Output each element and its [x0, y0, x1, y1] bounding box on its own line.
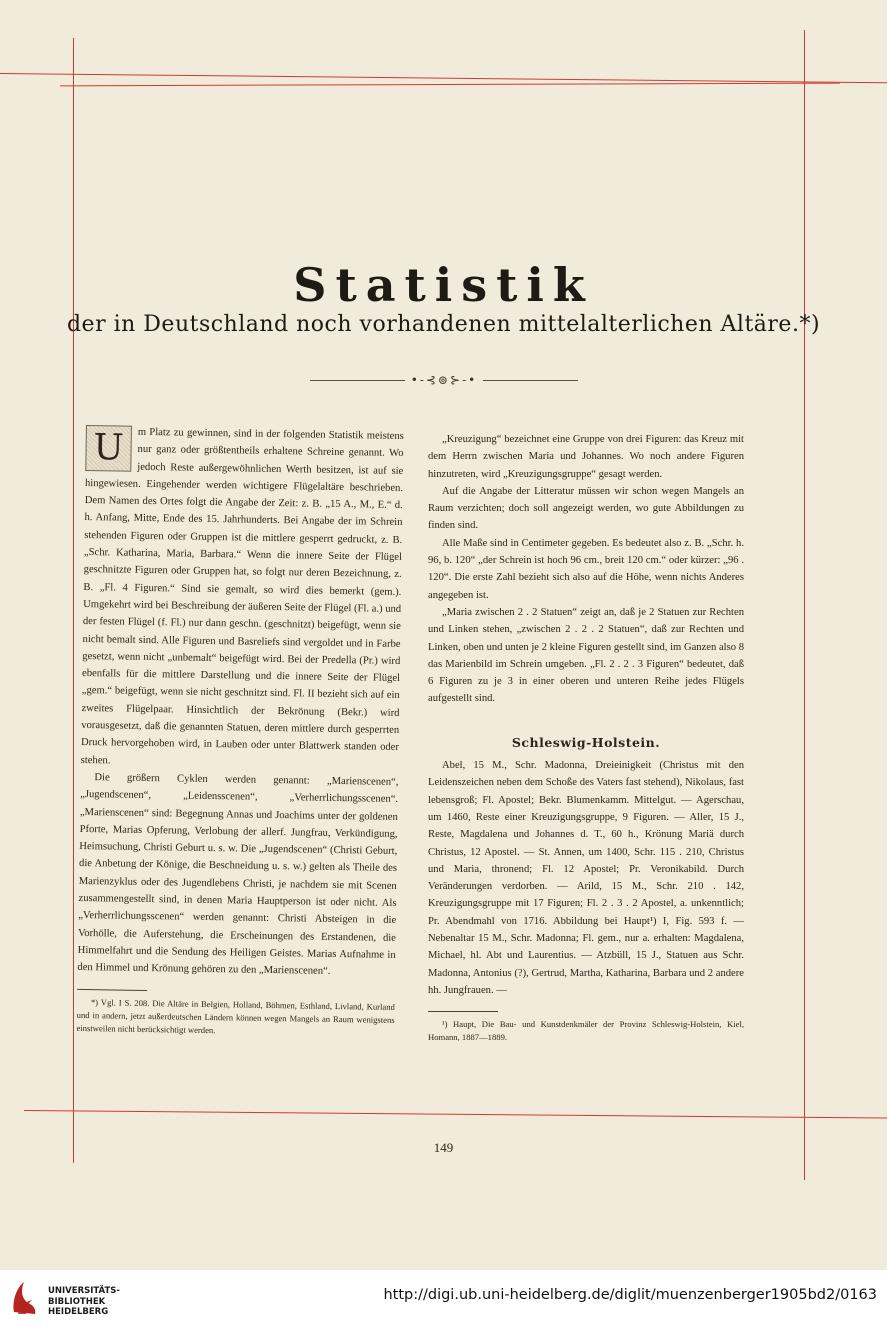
- border-right-rule: [804, 30, 805, 1180]
- library-logo-icon: [10, 1278, 40, 1316]
- right-footnote: ¹) Haupt, Die Bau- und Kunstdenkmäler der Provinz Schleswig-Holstein, Kiel, Homann, 1887—1889.: [428, 1019, 744, 1043]
- right-paragraph-4: „Maria zwischen 2 . 2 Statuen“ zeigt an, daß je 2 Statuen zur Rechten und Linken stehen, „zwischen 2 . 2 . 2 Statuen“, daß zur Rechten und Linken, oben und unten je 2 kleine Figuren gestellt sind, im Ganzen also 8 das Marienbild im Schrein umgeben. „Fl. 2 . 2 . 3 Figuren“ bedeutet, daß 6 Figuren zu je 3 in einer oberen und unteren Reihe jedes Flügels aufgestellt sind.: [428, 606, 744, 705]
- right-paragraph-2: Auf die Angabe der Litteratur müssen wir schon wegen Mangels an Raum verzichten; doch soll angezeigt werden, wo gute Abbildungen zu finden sind.: [428, 485, 744, 532]
- page-number: 149: [433, 1140, 454, 1155]
- right-paragraph-1: „Kreuzigung“ bezeichnet eine Gruppe von drei Figuren: das Kreuz mit dem Herrn zwischen Maria und Johannes. Wo noch andere Figuren hinzutreten, wird „Kreuzigungsgruppe“ gesagt werden.: [428, 434, 744, 480]
- page-title: Statistik: [293, 258, 594, 312]
- source-url[interactable]: http://digi.ub.uni-heidelberg.de/diglit/muenzenberger1905bd2/0163: [383, 1287, 877, 1303]
- border-bottom-rule: [24, 1110, 887, 1119]
- left-paragraph-1: m Platz zu gewinnen, sind in der folgenden Statistik meistens nur ganz oder größtentheils erhaltene Schreine genannt. Wo jedoch Reste außergewöhnlichen Werth besitzen, ist auf sie hingewiesen. Eingehender werden wichtigere Flügelaltäre beschrieben. Dem Namen des Ortes folgt die Angabe der Zeit: z. B. „15 A., M., E.“ d. h. Anfang, Mitte, Ende des 15. Jahrhunderts. Bei Angabe der im Schrein stehenden Figuren oder Gruppen ist die mittlere gesperrt gedruckt, z. B. „Schr. Katharina, Maria, Barbara.“ Wenn die innere Seite der Flügel geschnitzte Figuren oder Gruppen hat, so folgt nur deren Bezeichnung, z. B. „Fl. 4 Figuren.“ Sind sie gemalt, so wird dies bemerkt (gem.). Umgekehrt wird bei Beschreibung der äußeren Seite der Flügel (Fl. a.) und der festen Flügel (f. Fl.) nur dann geschn. (geschnitzt) beigefügt, wenn sie nicht bemalt sind. Alle Figuren und Basreliefs sind vergoldet und in Farbe gesetzt, wenn nicht „unbemalt“ beigefügt wird. Bei der Predella (Pr.) wird ebenfalls für die mittlere Darstellung und die innere Seite der Flügel „gem.“ beigefügt, wenn sie nicht geschnitzt sind. Fl. II bezieht sich auf ein zweites Flügelpaar. Hinsichtlich der Bekrönung (Bekr.) wird vorausgesetzt, daß die genannten Statuen, deren mittlere durch gesperrten Druck hervorgehoben wird, in Lauben oder unter Blattwerk standen oder stehen.: [80, 426, 404, 767]
- left-footnote: *) Vgl. I S. 208. Die Altäre in Belgien, Holland, Böhmen, Esthland, Livland, Kurland und in andern, jetzt außerdeutschen Ländern können wegen Mangels an Raum wenigstens einstweilen nicht berücksichtigt werden.: [76, 996, 395, 1035]
- footnote-rule: [77, 988, 147, 990]
- right-paragraph-3: Alle Maße sind in Centimeter gegeben. Es bedeutet also z. B. „Schr. h. 96, b. 120“ „der Schrein ist hoch 96 cm., breit 120 cm.“ oder kürzer: „96 . 120“. Die erste Zahl bezieht sich also auf die Höhe, wenn nichts Anderes angegeben ist.: [428, 537, 744, 601]
- library-name: UNIVERSITÄTS- BIBLIOTHEK HEIDELBERG: [48, 1286, 120, 1317]
- ornament-divider: [310, 373, 578, 387]
- ornament-glyph: •-⊰⊚⊱-•: [410, 373, 478, 387]
- left-paragraph-2: Die größern Cyklen werden genannt: „Marienscenen“, „Jugendscenen“, „Leidensscenen“, „Verherrlichungsscenen“. „Marienscenen“ sind: Begegnung Annas und Joachims unter der goldenen Pforte, Marias Opferung, Verlobung der allerf. Jungfrau, Verkündigung, Heimsuchung, Christi Geburt u. s. w. Die „Jugendscenen“ (Christi Geburt, die Anbetung der Könige, die Beschneidung u. s. w.) gelten als Theile des Marienzyklus oder des Jugendlebens Christi, je nachdem sie mit Scenen zusammengestellt sind, in denen Maria Hauptperson ist oder nicht. Als „Verherrlichungsscenen“ werden genannt: Christi Absteigen in die Vorhölle, die Auferstehung, die Erscheinungen des Erstandenen, die Himmelfahrt und die Sendung des Heiligen Geistes. Marias Aufnahme in den Himmel und Krönung gehören zu den „Marienscenen“.: [77, 772, 399, 978]
- border-top-rule: [0, 73, 887, 83]
- border-left-rule: [73, 38, 74, 1163]
- border-top-rule-inner: [60, 83, 840, 87]
- right-column: [428, 431, 744, 1044]
- footnote-rule-right: [428, 1011, 498, 1012]
- left-column: [76, 423, 404, 1039]
- library-footer: [0, 1270, 887, 1338]
- right-paragraph-5: Abel, 15 M., Schr. Madonna, Dreieinigkeit (Christus mit den Leidenszeichen neben dem Schoße des Vaters fast stehend), Nikolaus, fast lebensgroß; Fl. Apostel; Bekr. Blumenkamm. Mittelgut. — Agerschau, um 1460, Reste einer Kreuzigungsgruppe, 9 Figuren. — Aller, 15 J., Reste, Magdalena und Johannes d. T., 60 h., Krönung Mariä durch Christus, 12 Apostel. — St. Annen, um 1400, Schr. 115 . 210, Christus und Maria, thronend; Fl. 12 Apostel; Pr. Veronikabild. Durch Veränderungen verdorben. — Arild, 15 M., Schr. 210 . 142, Kreuzigungsgruppe mit 17 Figuren; Fl. 2 . 3 . 2 Apostel, a. unkenntlich; Pr. Abendmahl von 1716. Abbildung bei Haupt¹) I, Fig. 593 f. — Nebenaltar 15 M., Schr. Madonna; Fl. gem., nur a. erhalten: Magdalena, Michael, hl. Abt und Laurentius. — Atzbüll, 15 J., Statuen aus Schr. Madonna, Antonius (?), Gertrud, Martha, Katharina, Barbara und 2 andere hh. Jungfrauen. —: [428, 760, 744, 996]
- page-subtitle: der in Deutschland noch vorhandenen mittelalterlichen Altäre.*): [66, 312, 821, 337]
- section-heading: Schleswig-Holstein.: [511, 734, 661, 750]
- drop-cap: U: [85, 425, 132, 472]
